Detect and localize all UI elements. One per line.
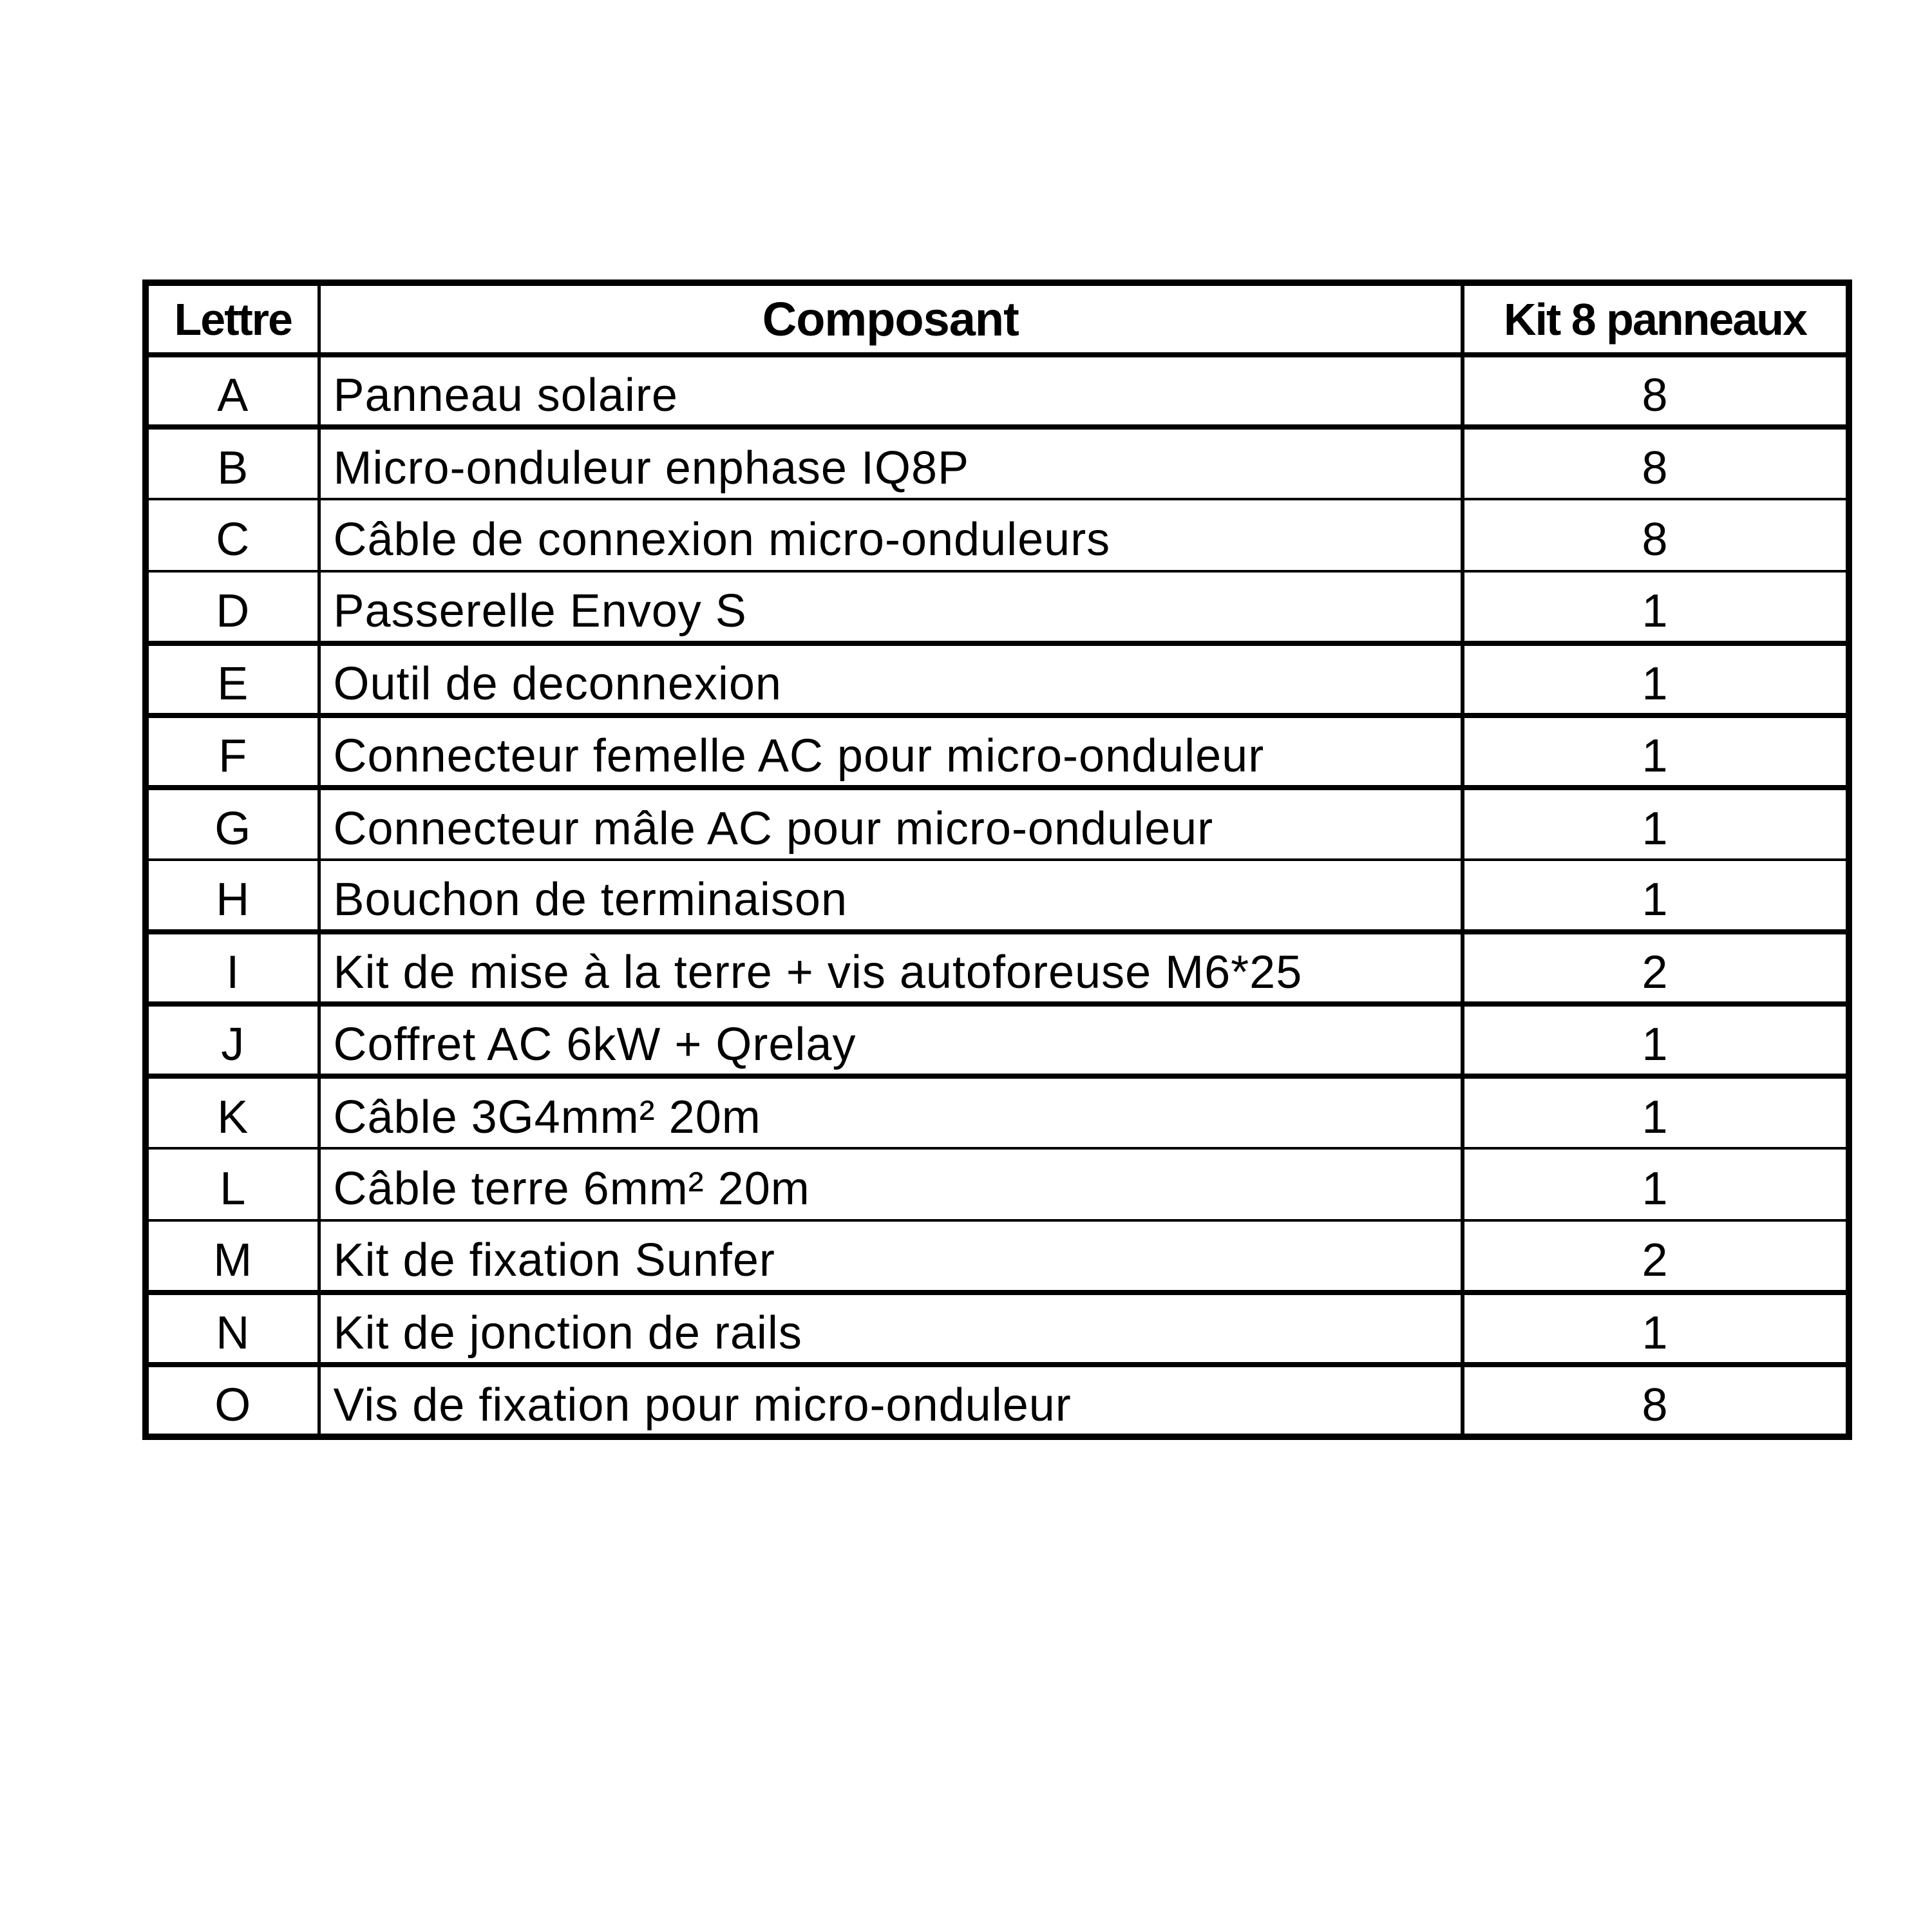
table-row	[146, 1004, 1849, 1076]
row-component: Bouchon de terminaison	[319, 860, 1463, 932]
row-component: Connecteur mâle AC pour micro-onduleur	[319, 788, 1463, 860]
row-quantity: 1	[1463, 788, 1849, 860]
row-letter: G	[146, 788, 319, 860]
row-component: Passerelle Envoy S	[319, 571, 1463, 643]
row-component: Panneau solaire	[319, 355, 1463, 427]
row-component: Connecteur femelle AC pour micro-onduleur	[319, 715, 1463, 788]
row-letter: I	[146, 932, 319, 1004]
header-quantity: Kit 8 panneaux	[1463, 283, 1849, 355]
row-letter: C	[146, 499, 319, 571]
header-letter: Lettre	[146, 283, 319, 355]
row-letter: H	[146, 860, 319, 932]
table-row	[146, 932, 1849, 1004]
table-row	[146, 571, 1849, 643]
table-row	[146, 499, 1849, 571]
row-letter: B	[146, 427, 319, 499]
row-quantity: 1	[1463, 715, 1849, 788]
row-component: Kit de fixation Sunfer	[319, 1220, 1463, 1293]
row-component: Kit de mise à la terre + vis autoforeuse M6*25	[319, 932, 1463, 1004]
table-row	[146, 715, 1849, 788]
table-row	[146, 427, 1849, 499]
row-quantity: 8	[1463, 427, 1849, 499]
row-quantity: 1	[1463, 643, 1849, 715]
row-quantity: 1	[1463, 860, 1849, 932]
row-component: Micro-onduleur enphase IQ8P	[319, 427, 1463, 499]
table-row	[146, 1365, 1849, 1437]
row-quantity: 1	[1463, 1293, 1849, 1365]
row-letter: A	[146, 355, 319, 427]
row-quantity: 1	[1463, 571, 1849, 643]
row-quantity: 8	[1642, 1379, 1669, 1431]
row-component: Vis de fixation pour micro-onduleur	[319, 1365, 1463, 1437]
table-row	[146, 1293, 1849, 1365]
row-letter: O	[146, 1365, 319, 1437]
row-letter: F	[146, 715, 319, 788]
header-row	[146, 283, 1849, 355]
header-component: Composant	[319, 283, 1463, 355]
row-letter: M	[146, 1220, 319, 1293]
table-header	[146, 283, 1849, 355]
row-component: Câble terre 6mm² 20m	[319, 1148, 1463, 1220]
row-quantity: 1	[1463, 1004, 1849, 1076]
parts-table	[142, 279, 1852, 1440]
row-letter: E	[146, 643, 319, 715]
table-body	[146, 355, 1849, 1437]
row-quantity: 1	[1463, 1076, 1849, 1148]
table-row	[146, 788, 1849, 860]
table-row	[146, 1220, 1849, 1293]
table-row	[146, 355, 1849, 427]
row-quantity: 2	[1463, 932, 1849, 1004]
table-row	[146, 1076, 1849, 1148]
row-component: Câble de connexion micro-onduleurs	[319, 499, 1463, 571]
row-quantity: 8	[1463, 355, 1849, 427]
row-component: Câble 3G4mm² 20m	[319, 1076, 1463, 1148]
table-row	[146, 643, 1849, 715]
row-component: Kit de jonction de rails	[319, 1293, 1463, 1365]
row-quantity: 1	[1463, 1148, 1849, 1220]
row-letter: D	[146, 571, 319, 643]
table-row	[146, 860, 1849, 932]
row-letter: N	[146, 1293, 319, 1365]
row-quantity: 2	[1463, 1220, 1849, 1293]
row-letter: K	[146, 1076, 319, 1148]
row-component: Outil de deconnexion	[319, 643, 1463, 715]
table-row	[146, 1148, 1849, 1220]
row-quantity: 8	[1463, 499, 1849, 571]
row-letter: J	[146, 1004, 319, 1076]
row-component: Coffret AC 6kW + Qrelay	[319, 1004, 1463, 1076]
row-letter: L	[146, 1148, 319, 1220]
